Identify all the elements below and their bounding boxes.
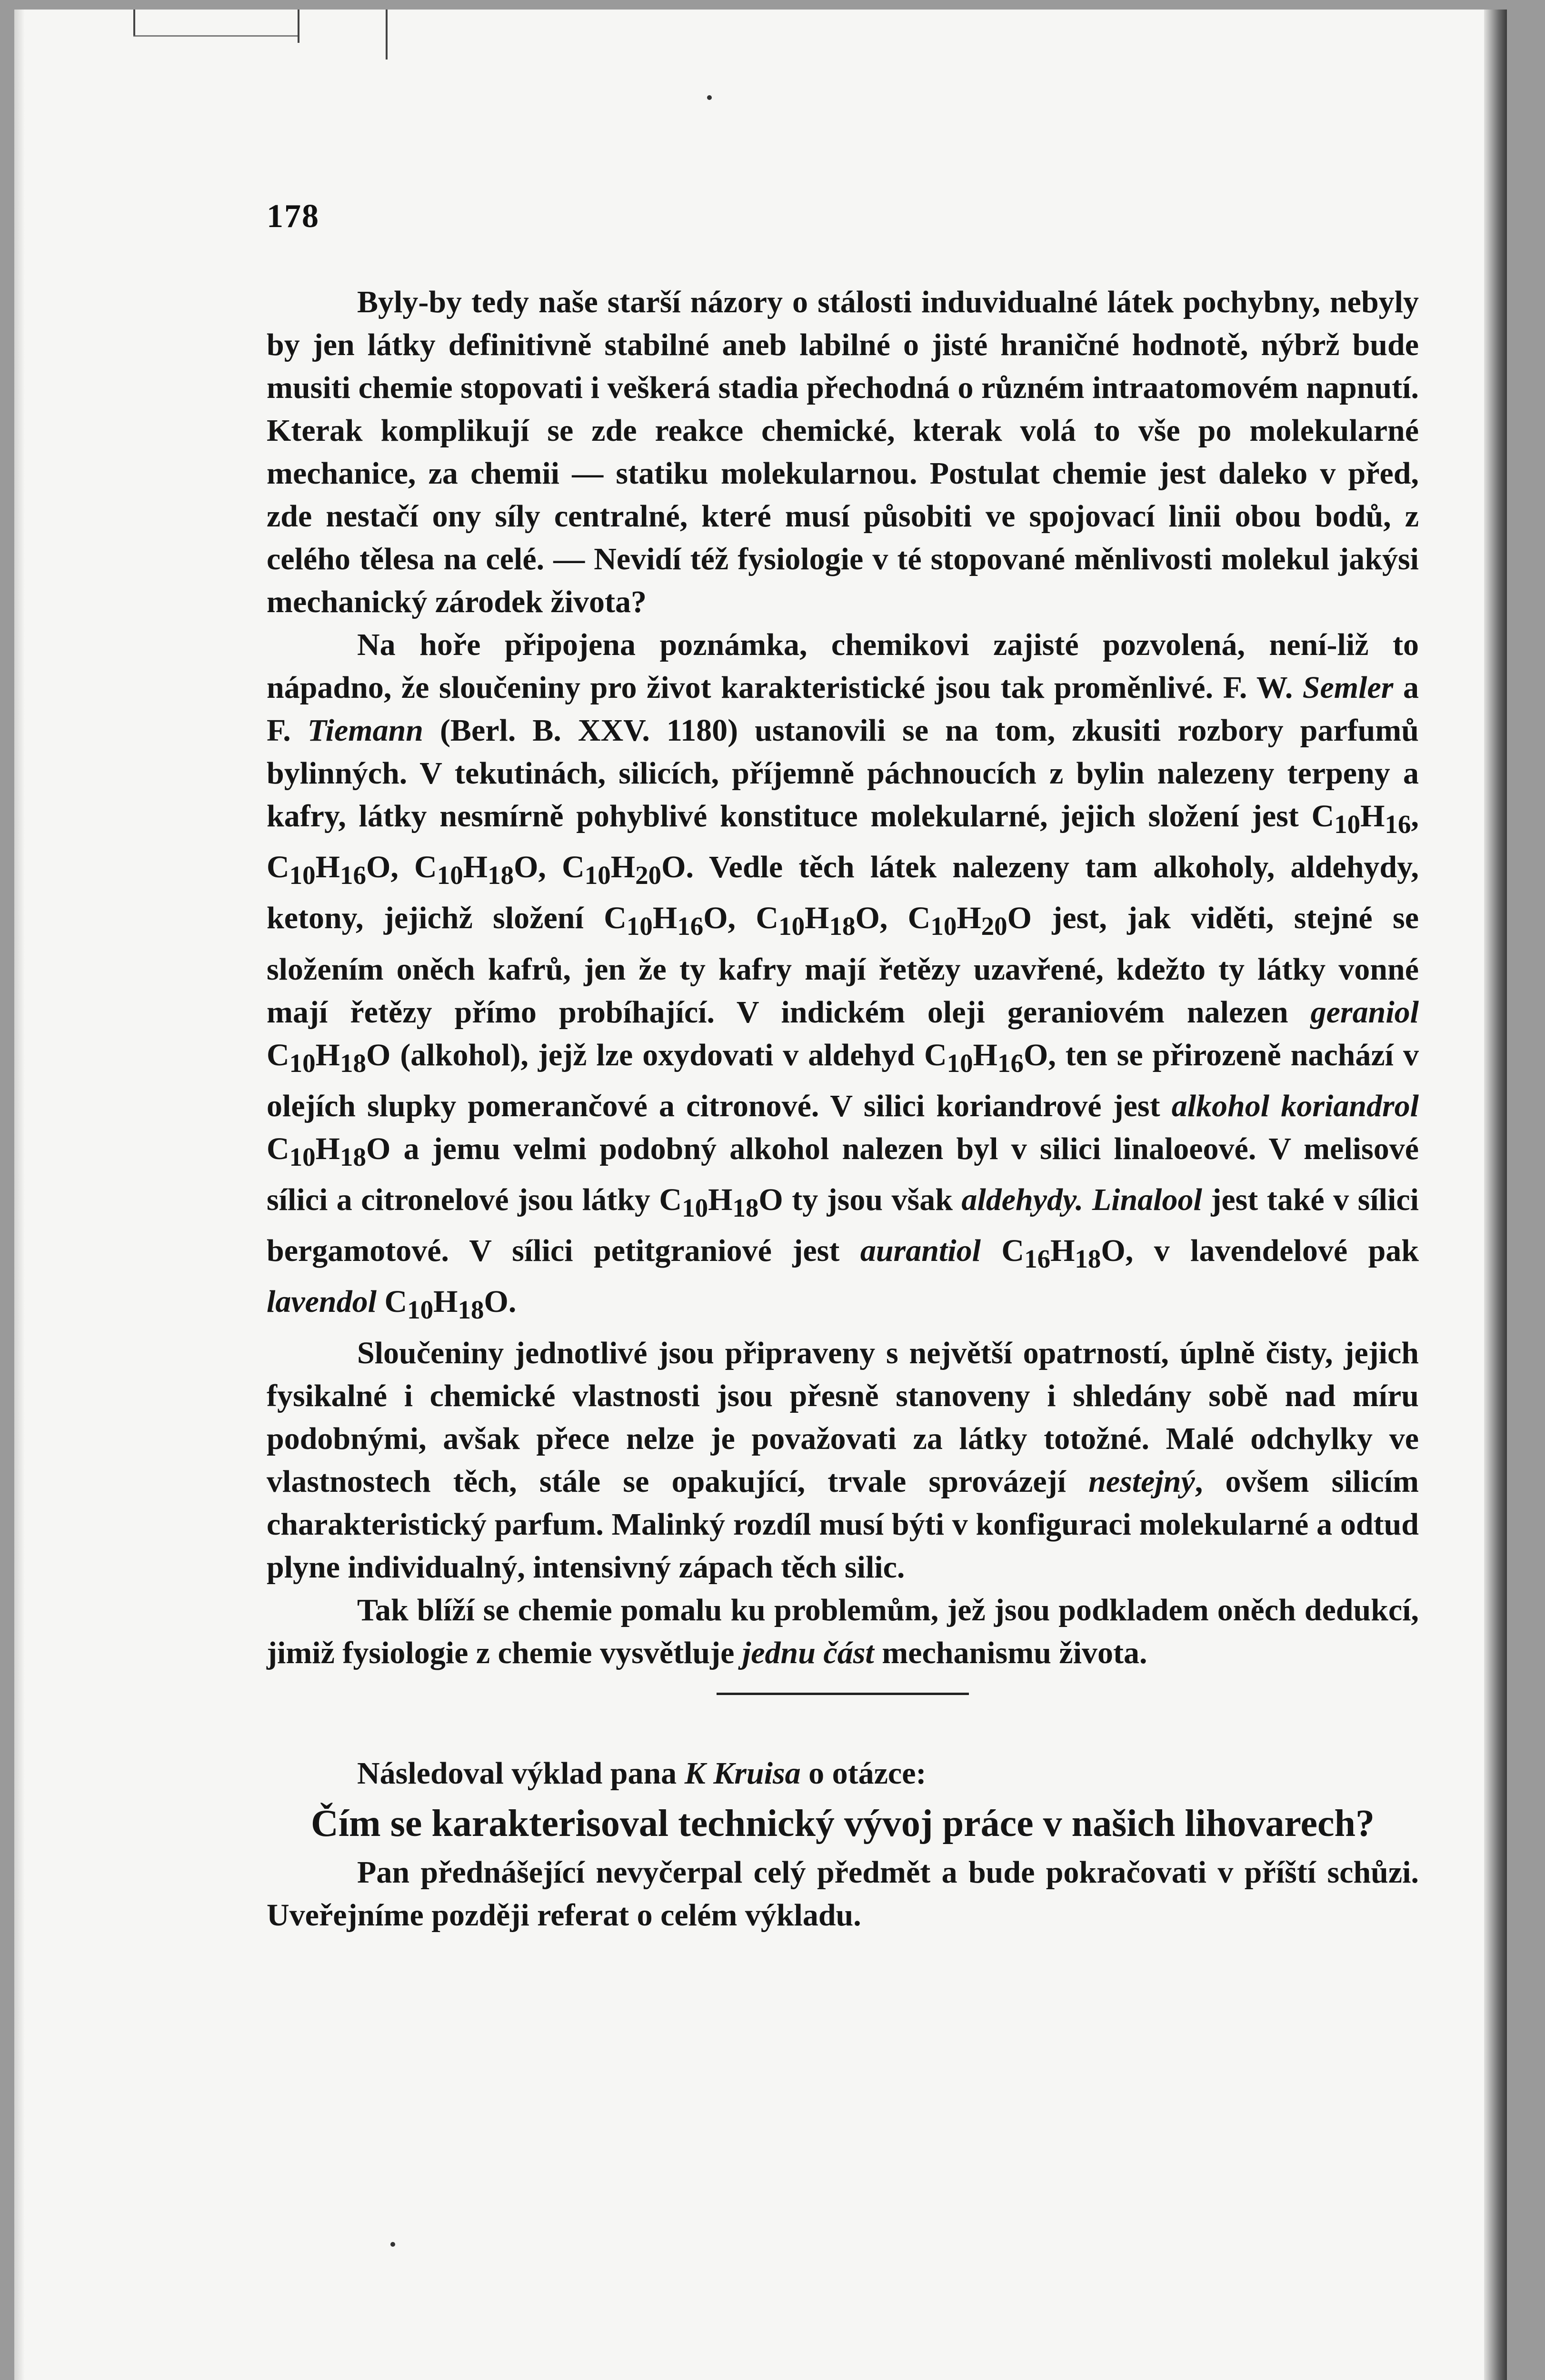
closing-paragraph: Pan přednášející nevyčerpal celý předmět a bude pokračovati v příští schůzi. Uveřejníme později referat o celém výkladu. — [267, 1854, 1419, 1933]
formula: $C_{10}H_{16}O$ — [604, 901, 728, 941]
speaker-name: K Kruisa — [684, 1755, 801, 1791]
formula: $C_{16}H_{18}O$ — [1001, 1233, 1126, 1274]
next-talk-intro: Následoval výklad pana K Kruisa o otázce: — [357, 1755, 927, 1791]
paragraph-3: Sloučeniny jednotlivé jsou připraveny s největší opatrností, úplně čisty, jejich fysikalné i chemické vlastnosti jsou přesně stanoveny i shledány sobě nad míru podobnými, avšak přece nelze je považovati za látky totožné. Malé odchylky ve vlastnostech těch, stále se opakující, trvale sprovázejí nestejný, ovšem silicím charakteristický parfum. Malinký rozdíl musí býti v konfiguraci molekularné a odtud plyne individualný, intensivný zápach těch silic. — [267, 1335, 1419, 1585]
paragraph-4: Tak blíží se chemie pomalu ku problemům, jež jsou podkladem oněch dedukcí, jimiž fysiologie z chemie vysvětluje jednu část mechanismu života. — [267, 1592, 1419, 1670]
page-number: 178 — [267, 198, 319, 235]
formula: $C_{10}H_{20}O$ — [562, 850, 686, 890]
top-scan-artifact-line — [133, 35, 298, 37]
paragraph-1: Byly-by tedy naše starší názory o stálosti induvidualné látek pochybny, nebyly by jen látky definitivně stabilné aneb labilné o jisté hraničné hodnotě, nýbrž bude musiti chemie stopovati i veškerá stadia přechodná o různém intraatomovém napnutí. Kterak komplikují se zde reakce chemické, kterak volá to vše po molekularné mechanice, za chemii — statiku molekularnou. Postulat chemie jest daleko v před, zde nestačí ony síly centralné, které musí působiti ve spojovací linii obou bodů, z celého tělesa na celé. — Nevidí též fysiologie v té stopované měnlivosti molekul jakýsi mechanický zárodek života? — [267, 285, 1419, 619]
scan-speck — [390, 2242, 395, 2247]
formula: $C_{10}H_{18}O$ — [267, 1131, 391, 1171]
formula: $C_{10}H_{18}O$ — [267, 1037, 391, 1078]
formula: $C_{10}H_{18}O$ — [414, 850, 538, 890]
top-scan-artifact-mark — [386, 10, 388, 60]
section-divider — [717, 1693, 969, 1695]
formula: $C_{10}H_{20}O$ — [907, 901, 1032, 941]
page-text — [267, 281, 1419, 1937]
term-aurantiol: aurantiol — [860, 1233, 981, 1269]
section-heading: Čím se karakterisoval technický vývoj práce v našich lihovarech? — [311, 1802, 1375, 1844]
term-nestejny: nestejný — [1088, 1464, 1195, 1499]
formula: $C_{10}H_{18}O$ — [384, 1284, 508, 1325]
term-aldehydy: aldehydy. — [961, 1182, 1084, 1217]
term-alkohol-koriandrol: alkohol koriandrol — [1171, 1088, 1419, 1123]
formula: $C_{10}H_{16}O$ — [924, 1037, 1048, 1078]
formula: $C_{10}H_{18}O$ — [659, 1182, 783, 1223]
page-left-edge — [14, 10, 25, 2380]
term-linalool: Linalool — [1092, 1182, 1202, 1217]
page-right-shadow — [1484, 10, 1507, 2380]
formula: $C_{10}H_{16}$ — [1311, 799, 1411, 839]
author-name-semler: Semler — [1302, 670, 1394, 705]
author-name-tiemann: Tiemann — [307, 713, 423, 748]
scan-speck — [707, 95, 712, 100]
term-lavendol: lavendol — [267, 1284, 377, 1319]
top-scan-artifact-mark — [298, 10, 299, 43]
term-geraniol: geraniol — [1310, 994, 1419, 1030]
paragraph-2: Na hoře připojena poznámka, chemikovi zajisté pozvolená, není-liž to nápadno, že sloučeniny pro život karakteristické jsou tak proměnlivé. F. W. Semler a F. Tiemann (Berl. B. XXV. 1180) ustanovili se na tom, zkusiti rozbory parfumů bylinných. V tekutinách, silicích, příjemně páchnoucích z bylin nalezeny terpeny a kafry, látky nesmírně pohyblivé konstituce molekularné, jejich složení jest $C_{10}H_{16}$, $C_{10}H_{16}O$, $C_{10}H_{18}O$, $C_{10}H_{20}O$. Vedle těch látek nalezeny tam alkoholy, aldehydy, ketony, jejichž složení $C_{10}H_{16}O$, $C_{10}H_{18}O$, $C_{10}H_{20}O$ jest, jak viděti, stejné se složením oněch kafrů, jen že ty kafry mají řetězy uzavřené, kdežto ty látky vonné mají řetězy přímo probíhající. V indickém oleji geraniovém nalezen geraniol $C_{10}H_{18}O$ (alkohol), jejž lze oxydovati v aldehyd $C_{10}H_{16}O$, ten se přirozeně nachází v olejích slupky pomerančové a citronové. V silici koriandrové jest alkohol koriandrol $C_{10}H_{18}O$ a jemu velmi podobný alkohol nalezen byl v silici linaloeové. V melisové sílici a citronelové jsou látky $C_{10}H_{18}O$ ty jsou však aldehydy. Linalool jest také v sílici bergamotové. V sílici petitgraniové jest aurantiol $C_{16}H_{18}O$, v lavendelové pak lavendol $C_{10}H_{18}O$. — [267, 627, 1419, 1325]
formula: $C_{10}H_{16}O$ — [267, 850, 391, 890]
book-page — [14, 10, 1507, 2380]
top-scan-artifact-mark — [133, 10, 135, 36]
term-jednu-cast: jednu část — [742, 1635, 874, 1670]
formula: $C_{10}H_{18}O$ — [756, 901, 880, 941]
